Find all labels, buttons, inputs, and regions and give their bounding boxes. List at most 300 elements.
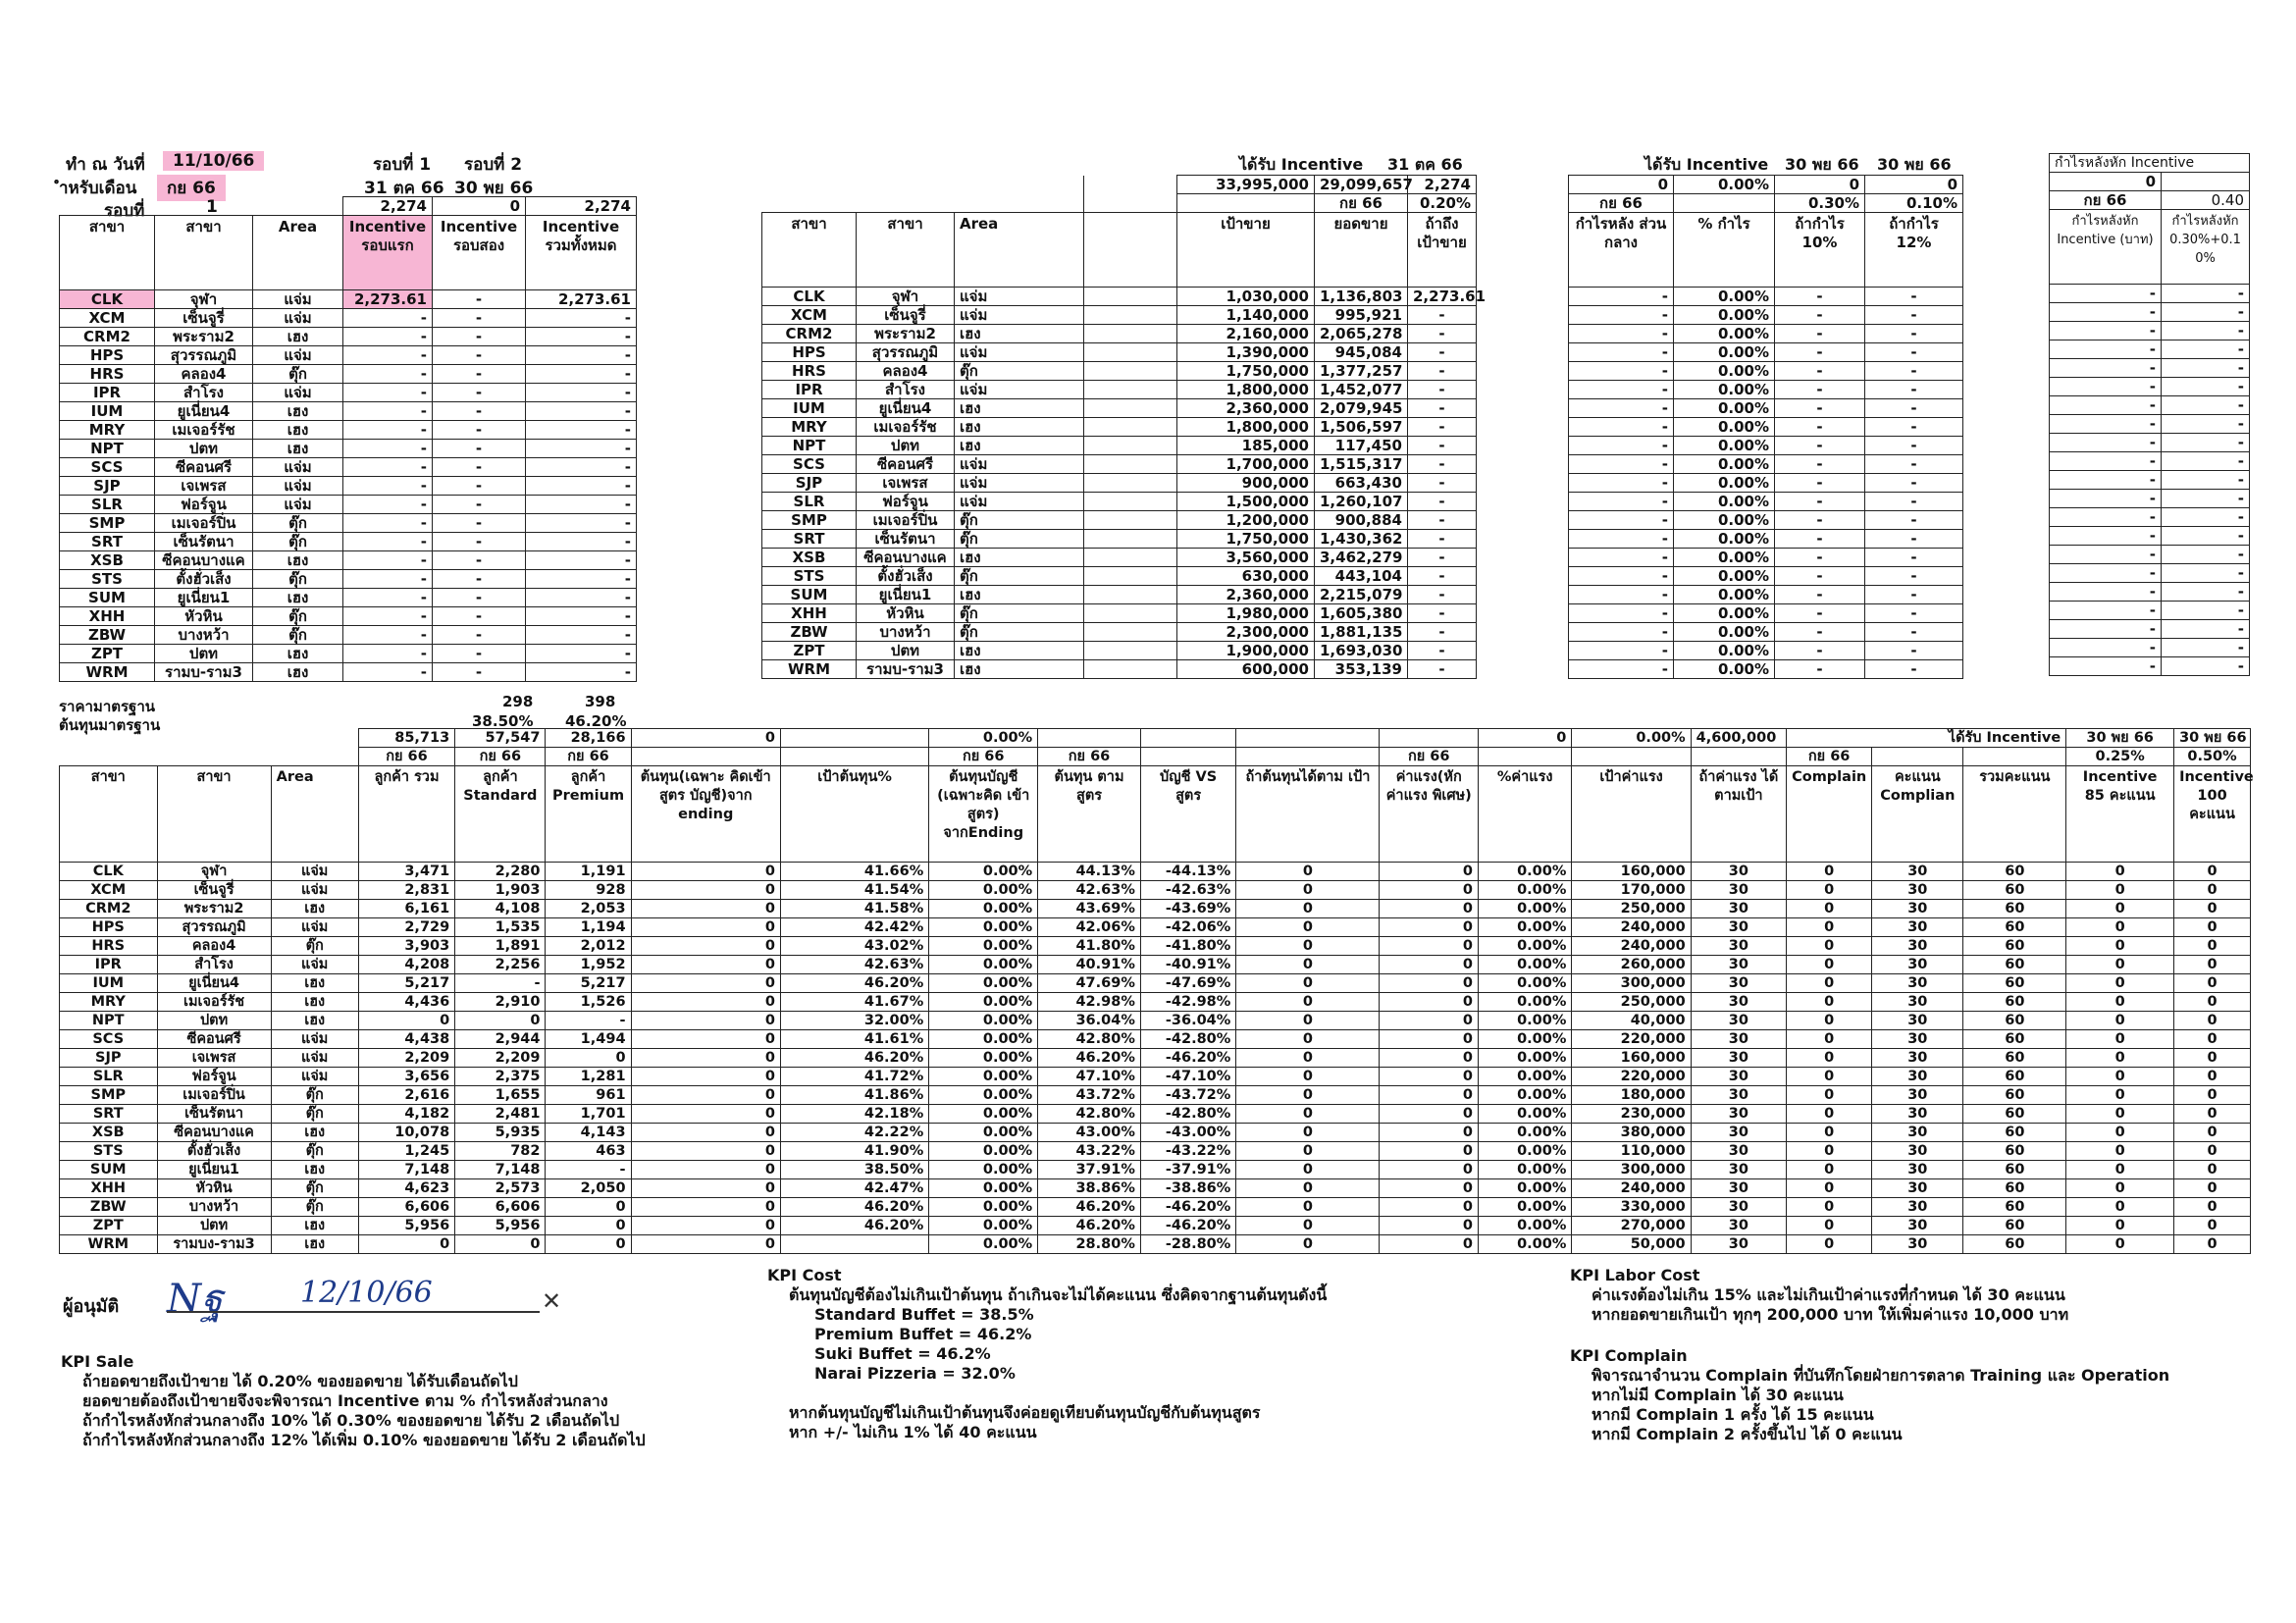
table-cell: 270,000: [1572, 1217, 1691, 1235]
col-header: ต้นทุน ตามสูตร: [1038, 766, 1141, 863]
summary-row: [762, 176, 1477, 194]
table-cell: 0.00%: [1479, 918, 1572, 937]
table-cell: 3,560,000: [1177, 549, 1315, 567]
month-label: กย 66: [1315, 194, 1408, 213]
profit-after-incentive-table: [2049, 153, 2250, 676]
table-cell: 42.63%: [1038, 881, 1141, 900]
table-cell: ตุ๊ก: [253, 626, 343, 645]
table-cell: 240,000: [1572, 1179, 1691, 1198]
table-cell: 30: [1872, 1142, 1963, 1161]
table-cell: 2,360,000: [1177, 399, 1315, 418]
table-cell: 0: [1787, 1012, 1872, 1030]
table-cell: 30: [1691, 1068, 1786, 1086]
sum-total: 2,274: [526, 197, 637, 216]
table-row: [2050, 527, 2250, 546]
table-cell: -: [1569, 418, 1674, 437]
table-cell: 1,750,000: [1177, 362, 1315, 381]
table-cell: 0.00%: [1674, 530, 1775, 549]
table-row: [1569, 549, 1963, 567]
spacer-cell: [1084, 604, 1177, 623]
table-cell: 2,273.61: [1408, 288, 1477, 306]
table-cell: 1,700,000: [1177, 455, 1315, 474]
table-cell: 5,935: [455, 1124, 546, 1142]
table-cell: 0: [1236, 1217, 1380, 1235]
table-cell: -: [1569, 381, 1674, 399]
table-cell: -42.80%: [1140, 1105, 1235, 1124]
table-row: [762, 306, 1477, 325]
sum-cell: 0.00%: [929, 729, 1038, 748]
table-cell: 250,000: [1572, 900, 1691, 918]
table-cell: เมเจอร์ปิ่น: [857, 511, 955, 530]
table-cell: 1,140,000: [1177, 306, 1315, 325]
table-cell: -: [2162, 378, 2250, 396]
table-cell: HPS: [60, 918, 158, 937]
table-cell: -: [343, 626, 433, 645]
table-cell: 2,616: [358, 1086, 454, 1105]
table-cell: 30: [1872, 1179, 1963, 1198]
table-cell: -: [2162, 527, 2250, 546]
table-cell: 60: [1963, 1012, 2066, 1030]
table-cell: -: [1865, 455, 1963, 474]
table-cell: SRT: [60, 533, 155, 551]
incentive-label: ได้รับ Incentive: [1787, 729, 2066, 748]
table-cell: 0: [2174, 956, 2251, 974]
table-cell: 0: [631, 993, 780, 1012]
table-cell: ตุ๊ก: [253, 365, 343, 384]
table-cell: -: [343, 496, 433, 514]
table-row: [60, 1142, 2251, 1161]
sum-incentive: 2,274: [1408, 176, 1477, 194]
table-cell: IPR: [762, 381, 857, 399]
table-cell: 0.00%: [1479, 993, 1572, 1012]
sum-cell: 0.00%: [1674, 176, 1775, 194]
table-cell: -: [526, 645, 637, 663]
table-cell: -: [1865, 306, 1963, 325]
table-cell: 0: [1787, 1142, 1872, 1161]
table-cell: 0.00%: [1479, 1179, 1572, 1198]
table-cell: -: [433, 477, 526, 496]
table-cell: เฮง: [955, 549, 1084, 567]
spacer-cell: [1084, 455, 1177, 474]
table-cell: 928: [546, 881, 631, 900]
table-cell: -: [1569, 362, 1674, 381]
table-cell: 30: [1691, 900, 1786, 918]
table-cell: -: [1569, 511, 1674, 530]
table-cell: 30: [1872, 918, 1963, 937]
table-cell: SLR: [762, 493, 857, 511]
table-row: [762, 437, 1477, 455]
table-cell: 50,000: [1572, 1235, 1691, 1254]
val-cell: 0.40: [2162, 191, 2250, 210]
table-cell: 1,136,803: [1315, 288, 1408, 306]
approve-date: 12/10/66: [300, 1276, 433, 1310]
table-cell: 0: [1787, 974, 1872, 993]
table-cell: -: [1569, 586, 1674, 604]
table-cell: สุวรรณภูมิ: [857, 343, 955, 362]
col-header: ถ้าต้นทุนได้ตาม เป้า: [1236, 766, 1380, 863]
table-cell: 0: [1236, 1198, 1380, 1217]
table-cell: 2,012: [546, 937, 631, 956]
table-row: [60, 645, 637, 663]
table-cell: -44.13%: [1140, 863, 1235, 881]
table-cell: 0: [1236, 881, 1380, 900]
table-cell: ตุ๊ก: [253, 514, 343, 533]
table-cell: ซีคอนบางแค: [857, 549, 955, 567]
table-cell: 0: [1380, 1217, 1479, 1235]
table-cell: WRM: [762, 660, 857, 679]
col-header: กำไรหลังหัก Incentive (บาท): [2050, 210, 2162, 285]
table-cell: -: [1865, 381, 1963, 399]
table-cell: 1,800,000: [1177, 418, 1315, 437]
table-cell: -: [1408, 343, 1477, 362]
table-cell: 0.00%: [1674, 549, 1775, 567]
signature-line: [167, 1311, 540, 1313]
table-cell: 10,078: [358, 1124, 454, 1142]
table-cell: 0: [1380, 918, 1479, 937]
table-row: [60, 477, 637, 496]
table-cell: 0: [631, 863, 780, 881]
table-cell: 30: [1691, 956, 1786, 974]
sub-cell: กย 66: [546, 748, 631, 766]
table-cell: 30: [1691, 1217, 1786, 1235]
table-cell: 42.80%: [1038, 1030, 1141, 1049]
table-cell: 0: [1236, 918, 1380, 937]
table-cell: แจ่ม: [271, 863, 358, 881]
table-cell: 0: [2174, 881, 2251, 900]
col-header: สาขา: [60, 766, 158, 863]
table-row: [60, 1124, 2251, 1142]
col-header: สาขา: [157, 766, 271, 863]
table-cell: -43.22%: [1140, 1142, 1235, 1161]
table-row: [60, 993, 2251, 1012]
table-cell: 0: [1787, 1030, 1872, 1049]
table-cell: 443,104: [1315, 567, 1408, 586]
table-cell: จุฬา: [857, 288, 955, 306]
col-header: Area: [253, 216, 343, 290]
sub-cell: 0.30%: [1775, 194, 1865, 213]
table-cell: IPR: [60, 956, 158, 974]
table-cell: 60: [1963, 956, 2066, 974]
table-cell: 0: [2066, 1086, 2174, 1105]
table-cell: ยูเนี่ยน4: [155, 402, 253, 421]
table-row: [762, 381, 1477, 399]
table-cell: 0.00%: [1479, 1049, 1572, 1068]
table-cell: 0.00%: [1674, 604, 1775, 623]
table-cell: MRY: [762, 418, 857, 437]
sum-date1: 30 พย 66: [2066, 729, 2174, 748]
table-cell: -: [1865, 493, 1963, 511]
table-cell: -: [455, 974, 546, 993]
table-cell: 0.00%: [1674, 343, 1775, 362]
table-cell: 353,139: [1315, 660, 1408, 679]
table-cell: คลอง4: [857, 362, 955, 381]
table-cell: 117,450: [1315, 437, 1408, 455]
table-cell: 0: [1787, 1217, 1872, 1235]
table-row: [2050, 490, 2250, 508]
table-cell: 2,273.61: [526, 290, 637, 309]
table-cell: -: [2162, 303, 2250, 322]
table-cell: 0: [1380, 1124, 1479, 1142]
table-cell: HPS: [60, 346, 155, 365]
sub-cell: กย 66: [455, 748, 546, 766]
table-cell: -: [1408, 567, 1477, 586]
table-cell: เฮง: [253, 589, 343, 607]
table-cell: -: [1775, 474, 1865, 493]
table-cell: ตั้งฮั่วเส็ง: [857, 567, 955, 586]
table-cell: SCS: [60, 1030, 158, 1049]
table-cell: 0: [631, 937, 780, 956]
sum-cell: 0: [1865, 176, 1963, 194]
table-cell: 0: [2066, 900, 2174, 918]
table-row: [2050, 434, 2250, 452]
table-cell: 0.00%: [1674, 586, 1775, 604]
header-row: [1569, 213, 1963, 288]
table-cell: -46.20%: [1140, 1049, 1235, 1068]
kpi-cost-line: Suki Buffet = 46.2%: [814, 1344, 991, 1363]
table-row: [60, 440, 637, 458]
table-cell: -: [2162, 508, 2250, 527]
table-cell: SJP: [60, 1049, 158, 1068]
table-cell: 1,260,107: [1315, 493, 1408, 511]
table-cell: NPT: [60, 1012, 158, 1030]
table-cell: 0: [546, 1217, 631, 1235]
table-cell: -: [526, 346, 637, 365]
pct-label: 0.20%: [1408, 194, 1477, 213]
table-cell: ปตท: [857, 437, 955, 455]
table-cell: ยูเนี่ยน4: [857, 399, 955, 418]
table-cell: SMP: [60, 1086, 158, 1105]
table-cell: รามบง-ราม3: [157, 1235, 271, 1254]
table-cell: -43.00%: [1140, 1124, 1235, 1142]
sub-cell: กย 66: [1569, 194, 1674, 213]
table-cell: SCS: [60, 458, 155, 477]
table-cell: 60: [1963, 1235, 2066, 1254]
table-cell: 5,217: [546, 974, 631, 993]
table-cell: 42.63%: [780, 956, 928, 974]
table-cell: -: [343, 421, 433, 440]
table-cell: 2,944: [455, 1030, 546, 1049]
table-cell: 0: [1787, 1124, 1872, 1142]
table-cell: 30: [1691, 881, 1786, 900]
table-cell: หัวหิน: [155, 607, 253, 626]
header-row: [60, 216, 637, 290]
table-cell: ยูเนี่ยน1: [157, 1161, 271, 1179]
table-cell: -: [2050, 490, 2162, 508]
table-row: [60, 496, 637, 514]
table-cell: -: [1775, 306, 1865, 325]
table-cell: เจเพรส: [857, 474, 955, 493]
table-cell: 0.00%: [1479, 1086, 1572, 1105]
table-cell: 0: [2174, 937, 2251, 956]
table-row: [1569, 530, 1963, 549]
col-header: กำไรหลังหัก 0.30%+0.1 0%: [2162, 210, 2250, 285]
table-cell: ตุ๊ก: [955, 362, 1084, 381]
table-cell: 30: [1691, 993, 1786, 1012]
col-header: ถ้ากำไร 12%: [1865, 213, 1963, 288]
table-row: [1569, 586, 1963, 604]
table-cell: 1,526: [546, 993, 631, 1012]
table-cell: ZBW: [60, 1198, 158, 1217]
table-cell: -: [1775, 381, 1865, 399]
table-cell: 663,430: [1315, 474, 1408, 493]
table-cell: 2,053: [546, 900, 631, 918]
table-cell: ตุ๊ก: [253, 533, 343, 551]
table-cell: -: [343, 440, 433, 458]
table-cell: 0.00%: [929, 1179, 1038, 1198]
table-cell: 0: [631, 1049, 780, 1068]
table-row: [1569, 399, 1963, 418]
table-cell: 3,656: [358, 1068, 454, 1086]
table-cell: -: [526, 551, 637, 570]
table-cell: 60: [1963, 1049, 2066, 1068]
table-cell: 41.67%: [780, 993, 928, 1012]
table-cell: 0: [2066, 1068, 2174, 1086]
table-cell: XHH: [60, 1179, 158, 1198]
table-row: [2050, 285, 2250, 303]
table-cell: -: [526, 309, 637, 328]
table-cell: -: [433, 346, 526, 365]
table-cell: 43.22%: [1038, 1142, 1141, 1161]
table-cell: 0: [2066, 1124, 2174, 1142]
table-cell: -: [1408, 399, 1477, 418]
table-cell: -: [2050, 285, 2162, 303]
header-row: [762, 213, 1477, 288]
table-cell: ฟอร์จูน: [157, 1068, 271, 1086]
table-row: [60, 900, 2251, 918]
table-cell: สำโรง: [155, 384, 253, 402]
table-cell: คลอง4: [155, 365, 253, 384]
table-cell: 0: [1380, 1086, 1479, 1105]
table-cell: 0: [1787, 1198, 1872, 1217]
table-cell: 0: [546, 1235, 631, 1254]
table-cell: 30: [1872, 1198, 1963, 1217]
table-cell: -: [1569, 455, 1674, 474]
table-cell: เฮง: [253, 645, 343, 663]
table-cell: เมเจอร์รัช: [155, 421, 253, 440]
table-cell: SUM: [762, 586, 857, 604]
table-cell: 5,217: [358, 974, 454, 993]
table-cell: -: [1775, 325, 1865, 343]
table-cell: 0.00%: [1674, 399, 1775, 418]
table-cell: -: [1408, 418, 1477, 437]
table-cell: 2,209: [358, 1049, 454, 1068]
table-cell: -: [1569, 549, 1674, 567]
table-row: [1569, 660, 1963, 679]
table-cell: 2,050: [546, 1179, 631, 1198]
table-cell: SMP: [60, 514, 155, 533]
table-cell: -: [1865, 642, 1963, 660]
table-cell: 0: [2066, 1198, 2174, 1217]
table-cell: -42.63%: [1140, 881, 1235, 900]
table-cell: -46.20%: [1140, 1198, 1235, 1217]
table-cell: -: [1865, 362, 1963, 381]
table-cell: 30: [1872, 881, 1963, 900]
table-cell: ตุ๊ก: [955, 530, 1084, 549]
table-cell: -: [1865, 623, 1963, 642]
month-value: กย 66: [157, 175, 226, 201]
col-header: ถ้ากำไร 10%: [1775, 213, 1865, 288]
table-cell: -: [1569, 399, 1674, 418]
table-cell: 28.80%: [1038, 1235, 1141, 1254]
table-cell: 41.61%: [780, 1030, 928, 1049]
table-cell: -: [1408, 660, 1477, 679]
table-cell: 1,800,000: [1177, 381, 1315, 399]
spacer-cell: [1084, 642, 1177, 660]
table-cell: 0: [1236, 1179, 1380, 1198]
table-row: [60, 1198, 2251, 1217]
kpi-labor-line: ค่าแรงต้องไม่เกิน 15% และไม่เกินเป้าค่าแรงที่กำหนด ได้ 30 คะแนน: [1592, 1285, 2065, 1304]
table-cell: 1,980,000: [1177, 604, 1315, 623]
table-cell: 0: [1236, 1012, 1380, 1030]
table-row: [60, 384, 637, 402]
table-cell: -: [1775, 642, 1865, 660]
table-row: [1569, 474, 1963, 493]
table-cell: -: [343, 328, 433, 346]
kpi-cost-line: หาก +/- ไม่เกิน 1% ได้ 40 คะแนน: [789, 1423, 1037, 1441]
table-cell: 0.00%: [1674, 642, 1775, 660]
spacer-cell: [1084, 418, 1177, 437]
table-cell: 42.06%: [1038, 918, 1141, 937]
table-row: [2050, 471, 2250, 490]
table-cell: 0.00%: [1479, 900, 1572, 918]
table-cell: เฮง: [955, 642, 1084, 660]
table-cell: 0.00%: [1479, 974, 1572, 993]
table-cell: 0: [631, 1142, 780, 1161]
table-cell: CLK: [762, 288, 857, 306]
table-cell: 300,000: [1572, 974, 1691, 993]
table-row: [762, 530, 1477, 549]
table-row: [762, 455, 1477, 474]
table-row: [60, 1030, 2251, 1049]
table-cell: -: [1408, 642, 1477, 660]
t2-incentive-label: ได้รับ Incentive: [1239, 155, 1364, 174]
table-cell: -: [1569, 660, 1674, 679]
table-cell: 0: [1236, 1142, 1380, 1161]
table-cell: 41.66%: [780, 863, 928, 881]
table-cell: 60: [1963, 863, 2066, 881]
table-cell: WRM: [60, 1235, 158, 1254]
sum-cell: 0: [2050, 173, 2162, 191]
table-cell: 0: [2174, 1049, 2251, 1068]
table-cell: เฮง: [955, 437, 1084, 455]
table-cell: เมเจอร์ปิ่น: [157, 1086, 271, 1105]
table-cell: -: [1775, 567, 1865, 586]
table-cell: 0: [1380, 956, 1479, 974]
table-cell: -: [1865, 530, 1963, 549]
made-date-label: ทำ ณ วันที่: [66, 155, 145, 175]
table-cell: 0.00%: [929, 974, 1038, 993]
spacer-cell: [1084, 623, 1177, 642]
table-cell: 0.00%: [1674, 288, 1775, 306]
table-cell: 46.20%: [1038, 1198, 1141, 1217]
table-cell: -: [526, 663, 637, 682]
table-cell: -: [1775, 455, 1865, 474]
table-cell: 0.00%: [929, 900, 1038, 918]
table-cell: 0.00%: [929, 937, 1038, 956]
table-cell: พระราม2: [157, 900, 271, 918]
table-cell: 0: [2174, 1124, 2251, 1142]
table-cell: เซ็นจูรี่: [857, 306, 955, 325]
table-cell: 1,693,030: [1315, 642, 1408, 660]
table-cell: 1,605,380: [1315, 604, 1408, 623]
table-cell: สุวรรณภูมิ: [155, 346, 253, 365]
table-cell: 180,000: [1572, 1086, 1691, 1105]
table-cell: 30: [1872, 937, 1963, 956]
table-cell: 0.00%: [1674, 437, 1775, 455]
table-cell: -: [526, 421, 637, 440]
profit-table: [1568, 175, 1963, 679]
table-cell: 0: [631, 974, 780, 993]
